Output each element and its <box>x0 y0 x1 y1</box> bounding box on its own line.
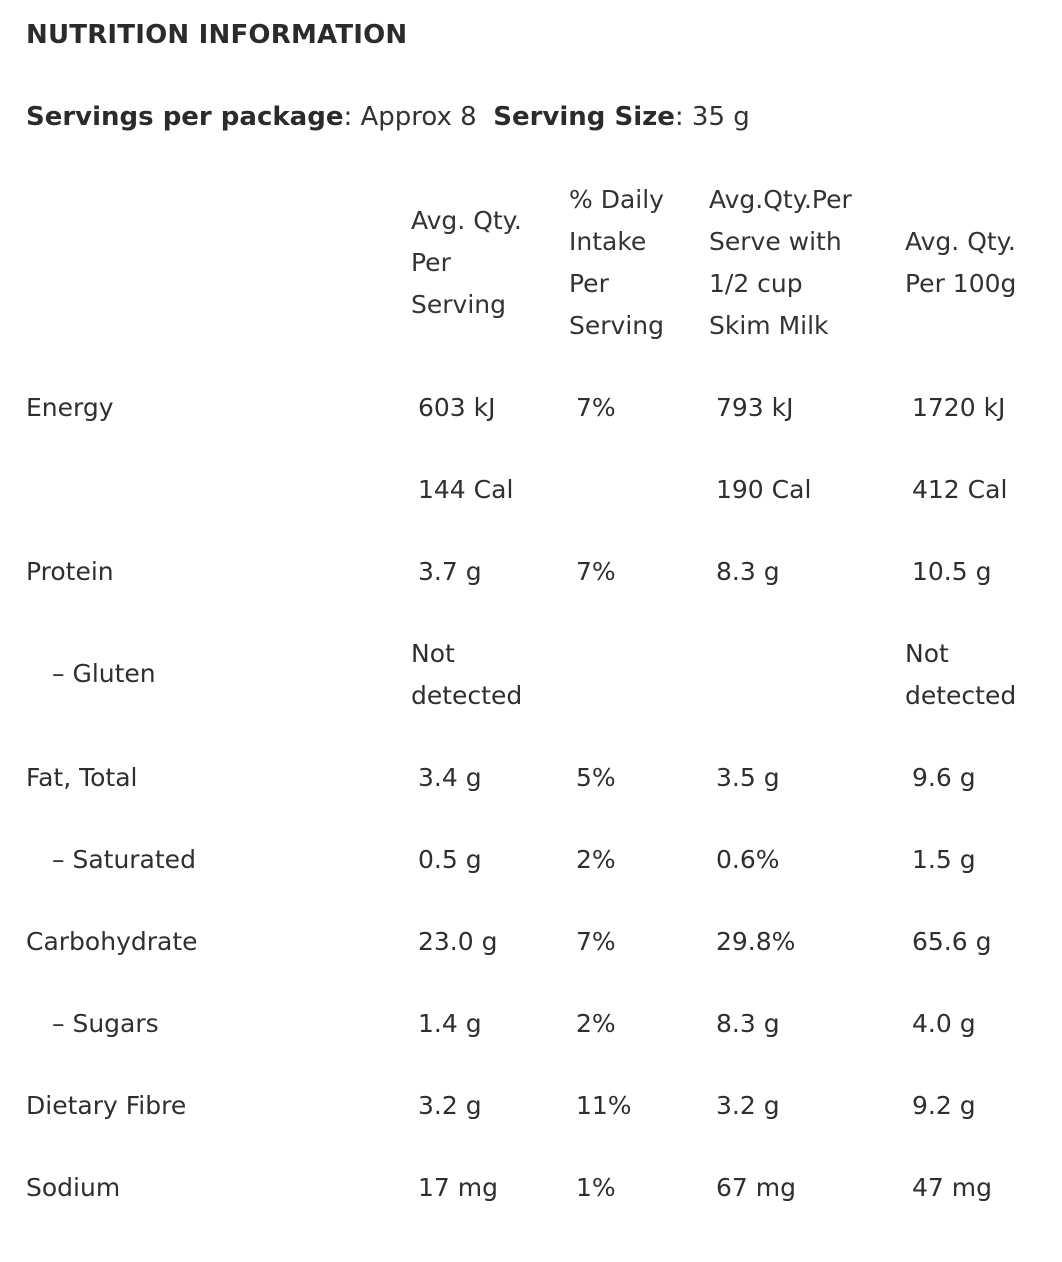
cell-daily-intake: 2% <box>576 845 616 874</box>
servings-info <box>26 102 750 132</box>
cell-with-milk: 67 mg <box>716 1173 796 1202</box>
cell-per-100g: 1.5 g <box>912 845 976 874</box>
header-line: Serve with <box>709 227 842 256</box>
header-line: Avg. Qty. <box>905 227 1016 256</box>
cell-per-100g: 9.6 g <box>912 763 976 792</box>
header-line: Avg. Qty. <box>411 206 522 235</box>
cell-per-serving: 3.7 g <box>418 557 482 586</box>
cell-line: detected <box>905 681 1017 710</box>
cell-with-milk: 29.8% <box>716 927 796 956</box>
cell-per-100g: 10.5 g <box>912 557 992 586</box>
row-label-gluten: – Gluten <box>52 659 156 688</box>
servings-per-package-value: : Approx 8 <box>343 102 477 132</box>
header-line: Serving <box>569 311 664 340</box>
row-label-dietary-fibre: Dietary Fibre <box>26 1091 187 1120</box>
header-line: Intake <box>569 227 647 256</box>
cell-per-100g: 4.0 g <box>912 1009 976 1038</box>
header-per-serving <box>411 200 522 326</box>
cell-per-100g: 1720 kJ <box>912 393 1006 422</box>
cell-per-100g: 9.2 g <box>912 1091 976 1120</box>
cell-with-milk: 3.5 g <box>716 763 780 792</box>
header-daily-intake <box>569 179 664 347</box>
cell-per-serving: 603 kJ <box>418 393 496 422</box>
cell-daily-intake: 1% <box>576 1173 616 1202</box>
cell-per-serving: 0.5 g <box>418 845 482 874</box>
cell-per-serving: 144 Cal <box>418 475 514 504</box>
cell-with-milk: 8.3 g <box>716 557 780 586</box>
cell-daily-intake: 7% <box>576 927 616 956</box>
page-title: NUTRITION INFORMATION <box>26 20 408 50</box>
row-label-sugars: – Sugars <box>52 1009 159 1038</box>
row-label-energy: Energy <box>26 393 114 422</box>
cell-line: Not <box>905 639 949 668</box>
cell-daily-intake: 7% <box>576 393 616 422</box>
row-label-sodium: Sodium <box>26 1173 121 1202</box>
cell-with-milk: 8.3 g <box>716 1009 780 1038</box>
serving-size-label: Serving Size <box>493 102 675 132</box>
header-line: % Daily <box>569 185 664 214</box>
cell-per-serving: 3.4 g <box>418 763 482 792</box>
cell-per-100g: 65.6 g <box>912 927 992 956</box>
header-line: Avg.Qty.Per <box>709 185 852 214</box>
header-line: Skim Milk <box>709 311 829 340</box>
header-line: 1/2 cup <box>709 269 803 298</box>
header-line: Per 100g <box>905 269 1017 298</box>
cell-per-100g: 47 mg <box>912 1173 992 1202</box>
cell-per-100g <box>905 633 1016 717</box>
servings-per-package-label: Servings per package <box>26 102 344 132</box>
cell-per-serving <box>411 633 522 717</box>
header-line: Serving <box>411 290 506 319</box>
cell-daily-intake: 7% <box>576 557 616 586</box>
header-line: Per <box>569 269 609 298</box>
cell-daily-intake: 5% <box>576 763 616 792</box>
serving-size-value: : 35 g <box>674 102 750 132</box>
cell-per-serving: 17 mg <box>418 1173 498 1202</box>
cell-per-serving: 3.2 g <box>418 1091 482 1120</box>
cell-with-milk: 190 Cal <box>716 475 812 504</box>
cell-daily-intake: 11% <box>576 1091 632 1120</box>
header-with-skim-milk <box>709 179 852 347</box>
header-line: Per <box>411 248 451 277</box>
cell-with-milk: 0.6% <box>716 845 780 874</box>
cell-per-serving: 1.4 g <box>418 1009 482 1038</box>
row-label-saturated: – Saturated <box>52 845 196 874</box>
cell-line: Not <box>411 639 455 668</box>
cell-with-milk: 3.2 g <box>716 1091 780 1120</box>
header-per-100g <box>905 221 1016 305</box>
cell-line: detected <box>411 681 523 710</box>
row-label-fat-total: Fat, Total <box>26 763 138 792</box>
row-label-protein: Protein <box>26 557 114 586</box>
cell-with-milk: 793 kJ <box>716 393 794 422</box>
cell-per-100g: 412 Cal <box>912 475 1008 504</box>
cell-per-serving: 23.0 g <box>418 927 498 956</box>
row-label-carbohydrate: Carbohydrate <box>26 927 198 956</box>
cell-daily-intake: 2% <box>576 1009 616 1038</box>
